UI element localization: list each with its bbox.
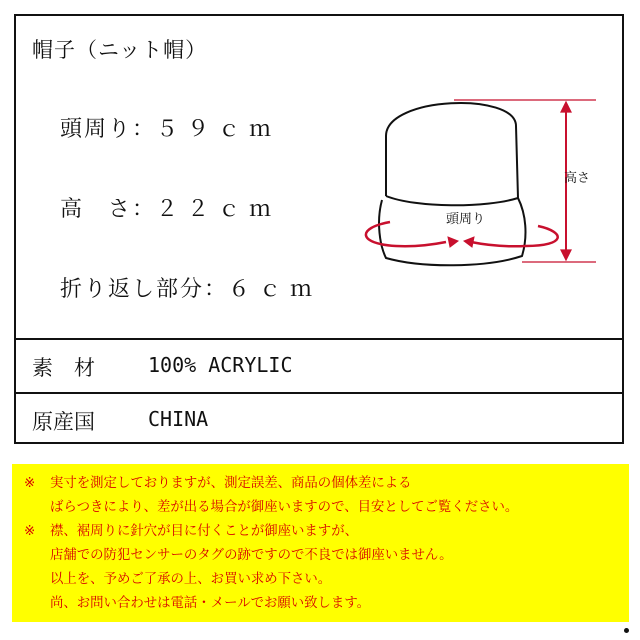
spec-height bbox=[60, 192, 280, 223]
notice-mark: ※ bbox=[24, 476, 36, 491]
spec-value: ５９ｃｍ bbox=[156, 117, 281, 142]
product-title: 帽子（ニット帽） bbox=[32, 38, 208, 62]
height-label: 高さ bbox=[564, 171, 591, 186]
notice-line bbox=[12, 592, 629, 616]
corner-dot bbox=[624, 628, 629, 633]
spec-value: ２２ｃｍ bbox=[156, 197, 281, 222]
notice-box bbox=[12, 464, 629, 622]
material-value: 100% ACRYLIC bbox=[148, 353, 293, 377]
spec-fold bbox=[60, 272, 321, 303]
notice-text: 襟、裾周りに針穴が目に付くことが御座いますが、 bbox=[50, 524, 358, 539]
circumference-label: 頭周り bbox=[446, 212, 486, 227]
origin-label: 原産国 bbox=[32, 410, 95, 434]
beanie-diagram bbox=[346, 96, 606, 296]
spec-label: 高 さ： bbox=[60, 197, 157, 222]
divider bbox=[16, 338, 622, 340]
notice-line bbox=[12, 520, 629, 544]
divider bbox=[16, 392, 622, 394]
notice-line bbox=[12, 568, 629, 592]
notice-text: 店舗での防犯センサーのタグの跡ですので不良では御座いません。 bbox=[50, 548, 453, 563]
notice-text: 尚、お問い合わせは電話・メールでお願い致します。 bbox=[50, 596, 371, 611]
product-spec-box bbox=[14, 14, 624, 444]
notice-mark: ※ bbox=[24, 524, 36, 539]
material-label: 素 材 bbox=[32, 356, 95, 380]
spec-circumference bbox=[60, 112, 280, 143]
notice-line bbox=[12, 496, 629, 520]
spec-label: 頭周り： bbox=[60, 117, 157, 142]
spec-value: ６ｃｍ bbox=[228, 277, 322, 302]
notice-line bbox=[12, 544, 629, 568]
notice-text: ばらつきにより、差が出る場合が御座いますので、目安としてご覧ください。 bbox=[50, 500, 519, 515]
notice-text: 以上を、予めご了承の上、お買い求め下さい。 bbox=[50, 572, 332, 587]
spec-label: 折り返し部分： bbox=[60, 277, 229, 302]
notice-text: 実寸を測定しておりますが、測定誤差、商品の個体差による bbox=[50, 476, 412, 491]
notice-line bbox=[12, 472, 629, 496]
origin-value: CHINA bbox=[148, 407, 209, 431]
